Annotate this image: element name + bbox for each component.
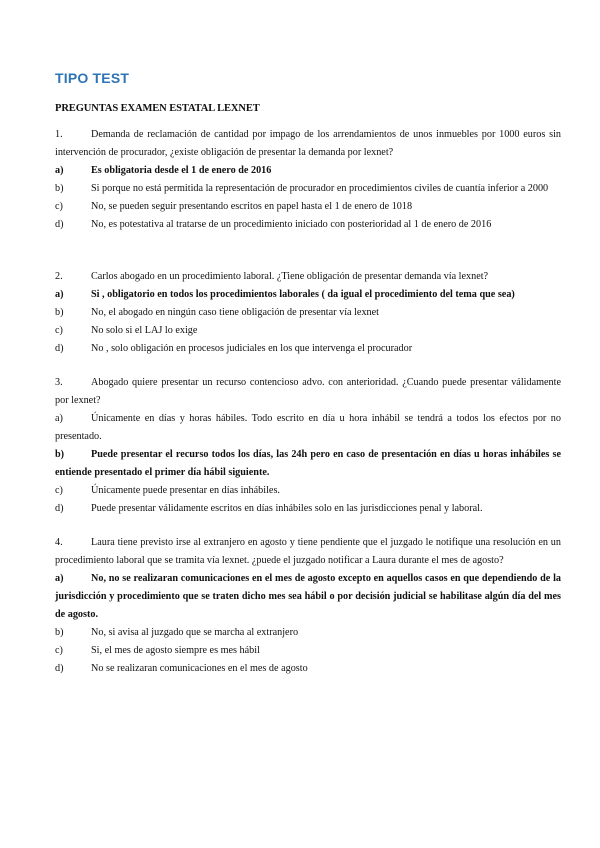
option-1b — [55, 180, 561, 198]
question-3-stem — [55, 374, 561, 410]
document-subtitle: PREGUNTAS EXAMEN ESTATAL LEXNET — [55, 103, 260, 114]
option-4d — [55, 660, 561, 678]
option-letter: d) — [55, 663, 64, 674]
option-text: Si porque no está permitida la representación de procurador en procedimientos civiles de cuantía inferior a 2000 — [91, 183, 549, 194]
option-letter: b) — [55, 307, 64, 318]
question-1-stem — [55, 126, 561, 162]
option-letter: d) — [55, 503, 64, 514]
option-4c — [55, 642, 561, 660]
question-4-stem — [55, 534, 561, 570]
question-4 — [55, 534, 561, 678]
option-letter: b) — [55, 627, 64, 638]
option-letter: b) — [55, 449, 65, 460]
option-2a — [55, 286, 561, 304]
option-text: No, se pueden seguir presentando escritos en papel hasta el 1 de enero de 1018 — [91, 201, 413, 212]
question-text: Demanda de reclamación de cantidad por impago de los arrendamientos de unos inmuebles por 1000 euros sin intervención de procurador, ¿existe obligación de presentar la demanda por lexnet? — [55, 129, 561, 158]
option-3c — [55, 482, 561, 500]
option-3a — [55, 410, 561, 446]
question-number: 2. — [55, 271, 63, 282]
option-letter: c) — [55, 485, 63, 496]
option-letter: a) — [55, 165, 64, 176]
option-text: Es obligatoria desde el 1 de enero de 2016 — [91, 165, 272, 176]
option-text: No solo si el LAJ lo exige — [91, 325, 198, 336]
option-letter: a) — [55, 573, 64, 584]
option-text: Únicamente puede presentar en días inhábiles. — [91, 485, 280, 496]
option-text: No, el abogado en ningún caso tiene obligación de presentar vía lexnet — [91, 307, 379, 318]
option-letter: a) — [55, 413, 63, 424]
option-2c — [55, 322, 561, 340]
document-title: TIPO TEST — [55, 70, 130, 86]
option-text: Únicamente en días y horas hábiles. Todo escrito en día u hora inhábil se tendrá a todos los efectos por no presentado. — [55, 413, 561, 442]
option-2d — [55, 340, 561, 358]
option-4a — [55, 570, 561, 624]
option-text: Si , obligatorio en todos los procedimientos laborales ( da igual el procedimiento del tema que sea) — [91, 289, 515, 300]
question-1 — [55, 126, 561, 234]
question-text: Abogado quiere presentar un recurso contencioso advo. con anterioridad. ¿Cuando puede presentar válidamente por lexnet? — [55, 377, 561, 406]
option-letter: c) — [55, 325, 63, 336]
option-text: No se realizaran comunicaciones en el mes de agosto — [91, 663, 308, 674]
option-text: No, es potestativa al tratarse de un procedimiento iniciado con posterioridad al 1 de enero de 2016 — [91, 219, 492, 230]
option-letter: d) — [55, 343, 64, 354]
option-letter: c) — [55, 201, 63, 212]
option-1d — [55, 216, 561, 234]
option-text: Si, el mes de agosto siempre es mes hábil — [91, 645, 260, 656]
option-text: No, no se realizaran comunicaciones en el mes de agosto excepto en aquellos casos en que dependiendo de la jurisdicción y procedimiento que se traten dicho mes sea hábil o por decisión judicial se habilitase algún día del mes de agosto. — [55, 573, 561, 620]
option-1c — [55, 198, 561, 216]
question-text: Laura tiene previsto irse al extranjero en agosto y tiene pendiente que el juzgado le notifique una resolución en un procedimiento laboral que se tramita vía lexnet. ¿puede el juzgado notificar a Laura durante el mes de agosto? — [55, 537, 561, 566]
option-text: No , solo obligación en procesos judiciales en los que intervenga el procurador — [91, 343, 413, 354]
option-4b — [55, 624, 561, 642]
question-2-stem — [55, 268, 561, 286]
option-letter: a) — [55, 289, 64, 300]
question-number: 3. — [55, 377, 63, 388]
option-3d — [55, 500, 561, 518]
question-text: Carlos abogado en un procedimiento laboral. ¿Tiene obligación de presentar demanda vía lexnet? — [91, 271, 489, 282]
option-3b — [55, 446, 561, 482]
option-letter: b) — [55, 183, 64, 194]
option-text: No, si avisa al juzgado que se marcha al extranjero — [91, 627, 299, 638]
option-letter: d) — [55, 219, 64, 230]
question-number: 4. — [55, 537, 63, 548]
option-2b — [55, 304, 561, 322]
question-3 — [55, 374, 561, 518]
option-1a — [55, 162, 561, 180]
option-letter: c) — [55, 645, 63, 656]
option-text: Puede presentar el recurso todos los días, las 24h pero en caso de presentación en días u horas inhábiles se entiende presentado el primer día hábil siguiente. — [55, 449, 561, 478]
option-text: Puede presentar válidamente escritos en días inhábiles solo en las jurisdicciones penal y laboral. — [91, 503, 483, 514]
question-2 — [55, 268, 561, 358]
question-number: 1. — [55, 129, 63, 140]
